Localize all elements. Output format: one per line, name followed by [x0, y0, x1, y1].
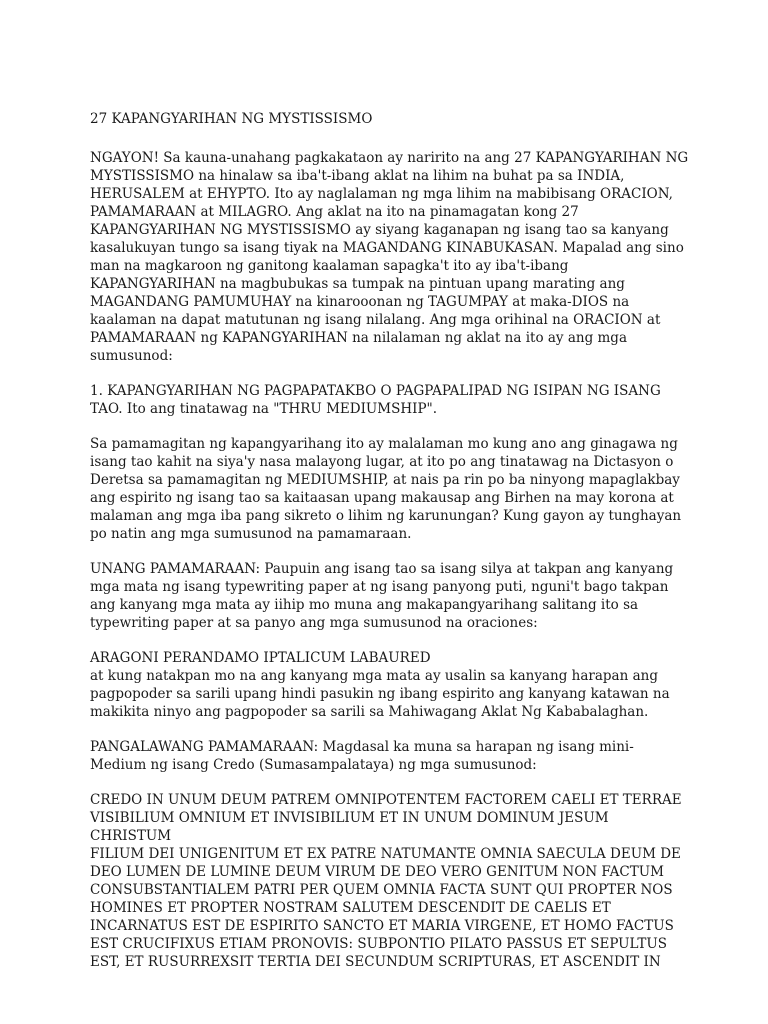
document-page	[90, 110, 690, 971]
oracion-text: ARAGONI PERANDAMO IPTALICUM LABAURED	[90, 650, 431, 666]
credo-line: CREDO IN UNUM DEUM PATREM OMNIPOTENTEM FACTOREM CAELI ET TERRAE	[90, 792, 682, 808]
credo-line: HOMINES ET PROPTER NOSTRAM SALUTEM DESCENDIT DE CAELIS ET	[90, 900, 611, 916]
pangalawang-pamamaraan-paragraph: PANGALAWANG PAMAMARAAN: Magdasal ka muna sa harapan ng isang mini-Medium ng isang Credo (Sumasampalataya) ng mga sumusunod:	[90, 739, 634, 773]
credo-line: INCARNATUS EST DE ESPIRITO SANCTO ET MARIA VIRGENE, ET HOMO FACTUS	[90, 918, 674, 934]
unang-pamamaraan-paragraph: UNANG PAMAMARAAN: Paupuin ang isang tao sa isang silya at takpan ang kanyang mga mata ng isang typewriting paper at ng isang panyong puti, nguni't bago takpan ang kanyang mga mata ay iihip mo muna ang makapangyarihang salitang ito sa typewriting paper at sa panyo ang mga sumusunod na oraciones:	[90, 561, 674, 631]
section-1-body: Sa pamamagitan ng kapangyarihang ito ay malalaman mo kung ano ang ginagawa ng isang tao kahit na siya'y nasa malayong lugar, at ito po ang tinatawag na Dictasyon o Deretsa sa pamamagitan ng MEDIUMSHIP, at nais pa rin po ba ninyong mapaglakbay ang espirito ng isang tao sa kaitaasan upang makausap ang Birhen na may korona at malaman ang mga iba pang sikreto o lihim ng karunungan? Kung gayon ay tunghayan po natin ang mga sumusunod na pamamaraan.	[90, 436, 682, 542]
credo-prayer	[90, 791, 690, 971]
intro-paragraph: NGAYON! Sa kauna-unahang pagkakataon ay naririto na ang 27 KAPANGYARIHAN NG MYSTISSISMO na hinalaw sa iba't-ibang aklat na lihim na buhat pa sa INDIA, HERUSALEM at EHYPTO. Ito ay naglalaman ng mga lihim na mabibisang ORACION, PAMAMARAAN at MILAGRO. Ang aklat na ito na pinamagatan kong 27 KAPANGYARIHAN NG MYSTISSISMO ay siyang kaganapan ng isang tao sa kanyang kasalukuyan tungo sa isang tiyak na MAGANDANG KINABUKASAN. Mapalad ang sino man na magkaroon ng ganitong kaalaman sapagka't ito ay iba't-ibang KAPANGYARIHAN na magbubukas sa tumpak na pintuan upang marating ang MAGANDANG PAMUMUHAY na kinarooonan ng TAGUMPAY at maka-DIOS na kaalaman na dapat matutunan ng isang nilalang. Ang mga orihinal na ORACION at PAMAMARAAN ng KAPANGYARIHAN na nilalaman ng aklat na ito ay ang mga sumusunod:	[90, 150, 689, 364]
credo-line: EST CRUCIFIXUS ETIAM PRONOVIS: SUBPONTIO PILATO PASSUS ET SEPULTUS	[90, 936, 668, 952]
credo-line: FILIUM DEI UNIGENITUM ET EX PATRE NATUMANTE OMNIA SAECULA DEUM DE	[90, 846, 681, 862]
section-1-heading: 1. KAPANGYARIHAN NG PAGPAPATAKBO O PAGPAPALIPAD NG ISIPAN NG ISANG TAO. Ito ang tinatawag na "THRU MEDIUMSHIP".	[90, 383, 661, 417]
document-title: 27 KAPANGYARIHAN NG MYSTISSISMO	[90, 111, 373, 127]
credo-line: DEO LUMEN DE LUMINE DEUM VIRUM DE DEO VERO GENITUM NON FACTUM	[90, 864, 664, 880]
credo-line: CONSUBSTANTIALEM PATRI PER QUEM OMNIA FACTA SUNT QUI PROPTER NOS	[90, 882, 673, 898]
credo-line: EST, ET RUSURREXSIT TERTIA DEI SECUNDUM SCRIPTURAS, ET ASCENDIT IN	[90, 954, 661, 970]
oracion-body: at kung natakpan mo na ang kanyang mga mata ay usalin sa kanyang harapan ang pagpopoder sa sarili upang hindi pasukin ng ibang espirito ang kanyang katawan na makikita ninyo ang pagpopoder sa sarili sa Mahiwagang Aklat Ng Kababalaghan.	[90, 668, 670, 720]
credo-line: VISIBILIUM OMNIUM ET INVISIBILIUM ET IN UNUM DOMINUM JESUM CHRISTUM	[90, 810, 609, 844]
